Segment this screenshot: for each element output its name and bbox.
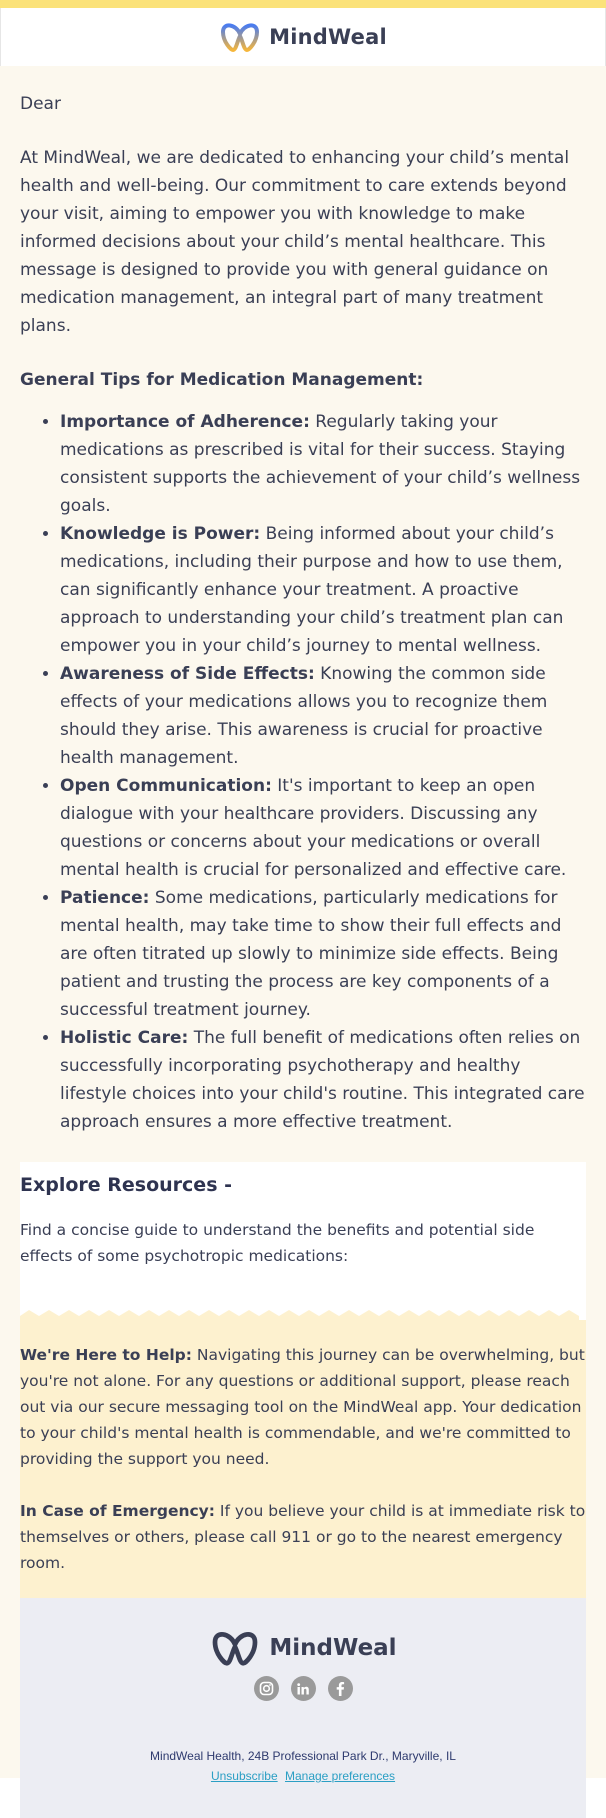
tip-item (60, 884, 586, 1024)
tip-title: Importance of Adherence: (60, 412, 310, 432)
tips-list (20, 408, 586, 1136)
emergency-text: If you believe your child is at immediate risk to themselves or others, please call 911 or go to the nearest emergency room. (20, 1502, 586, 1572)
footer-links (20, 1769, 586, 1783)
emergency-paragraph (20, 1498, 586, 1576)
mindweal-logo-icon (219, 20, 261, 54)
email-header (0, 8, 606, 66)
intro-paragraph: At MindWeal, we are dedicated to enhancing your child’s mental health and well-being. Our commitment to care extends beyond your visit, aiming to empower you with knowledge to make informed decisions about your child’s mental healthcare. This message is designed to provide you with general guidance on medication management, an integral part of many treatment plans. (20, 148, 570, 336)
help-section (20, 1320, 586, 1598)
instagram-icon[interactable] (254, 1676, 279, 1701)
tip-text: It's important to keep an open dialogue with your healthcare providers. Discussing any questions or concerns about your medications or overall mental health is crucial for personalized and effective care. (60, 776, 567, 880)
tips-heading: General Tips for Medication Management: (20, 370, 424, 390)
tip-title: Patience: (60, 888, 150, 908)
tip-title: Open Communication: (60, 776, 272, 796)
tip-text: Knowing the common side effects of your medications allows you to recognize them should they arise. This awareness is crucial for proactive health management. (60, 664, 548, 768)
tip-title: Awareness of Side Effects: (60, 664, 315, 684)
tip-text: Regularly taking your medications as prescribed is vital for their success. Staying consistent supports the achievement of your child’s wellness goals. (60, 412, 581, 516)
unsubscribe-link[interactable]: Unsubscribe (210, 1769, 278, 1783)
email-footer (20, 1598, 586, 1818)
tip-title: Holistic Care: (60, 1028, 189, 1048)
tip-item (60, 520, 586, 660)
manage-preferences-link[interactable]: Manage preferences (284, 1769, 396, 1783)
tip-title: Knowledge is Power: (60, 524, 261, 544)
tip-item (60, 1024, 586, 1136)
footer-address: MindWeal Health, 24B Professional Park Dr., Maryville, IL (150, 1749, 456, 1763)
help-paragraph (20, 1342, 586, 1472)
tip-item (60, 660, 586, 772)
top-accent-bar (0, 0, 606, 8)
tip-item (60, 772, 586, 884)
tip-text: Being informed about your child’s medications, including their purpose and how to use them, can significantly enhance your treatment. A proactive approach to understanding your child’s treatment plan can empower you in your child’s journey to mental wellness. (60, 524, 564, 656)
tip-text: The full benefit of medications often relies on successfully incorporating psychotherapy and healthy lifestyle choices into your child's routine. This integrated care approach ensures a more effective treatment. (60, 1028, 585, 1132)
resources-text: Find a concise guide to understand the benefits and potential side effects of some psychotropic medications: (20, 1221, 535, 1265)
brand-name: MindWeal (269, 25, 387, 49)
emergency-title: In Case of Emergency: (20, 1502, 215, 1520)
resources-section (20, 1162, 586, 1320)
mindweal-logo-icon (209, 1628, 261, 1668)
wave-divider (20, 1308, 579, 1322)
linkedin-icon[interactable] (291, 1676, 316, 1701)
social-links (20, 1676, 586, 1701)
tip-item (60, 408, 586, 520)
footer-brand-name: MindWeal (269, 1635, 397, 1661)
resources-heading: Explore Resources - (20, 1174, 233, 1196)
greeting: Dear (20, 94, 61, 114)
help-text: Navigating this journey can be overwhelming, but you're not alone. For any questions or additional support, please reach out via our secure messaging tool on the MindWeal app. Your dedication to your child's mental health is commendable, and we're committed to providing the support you need. (20, 1346, 585, 1468)
tip-text: Some medications, particularly medications for mental health, may take time to show their full effects and are often titrated up slowly to minimize side effects. Being patient and trusting the process are key components of a successful treatment journey. (60, 888, 562, 1020)
email-body (0, 66, 606, 1818)
footer-logo[interactable] (20, 1598, 586, 1668)
header-logo[interactable] (219, 20, 387, 54)
facebook-icon[interactable] (328, 1676, 353, 1701)
help-title: We're Here to Help: (20, 1346, 192, 1364)
